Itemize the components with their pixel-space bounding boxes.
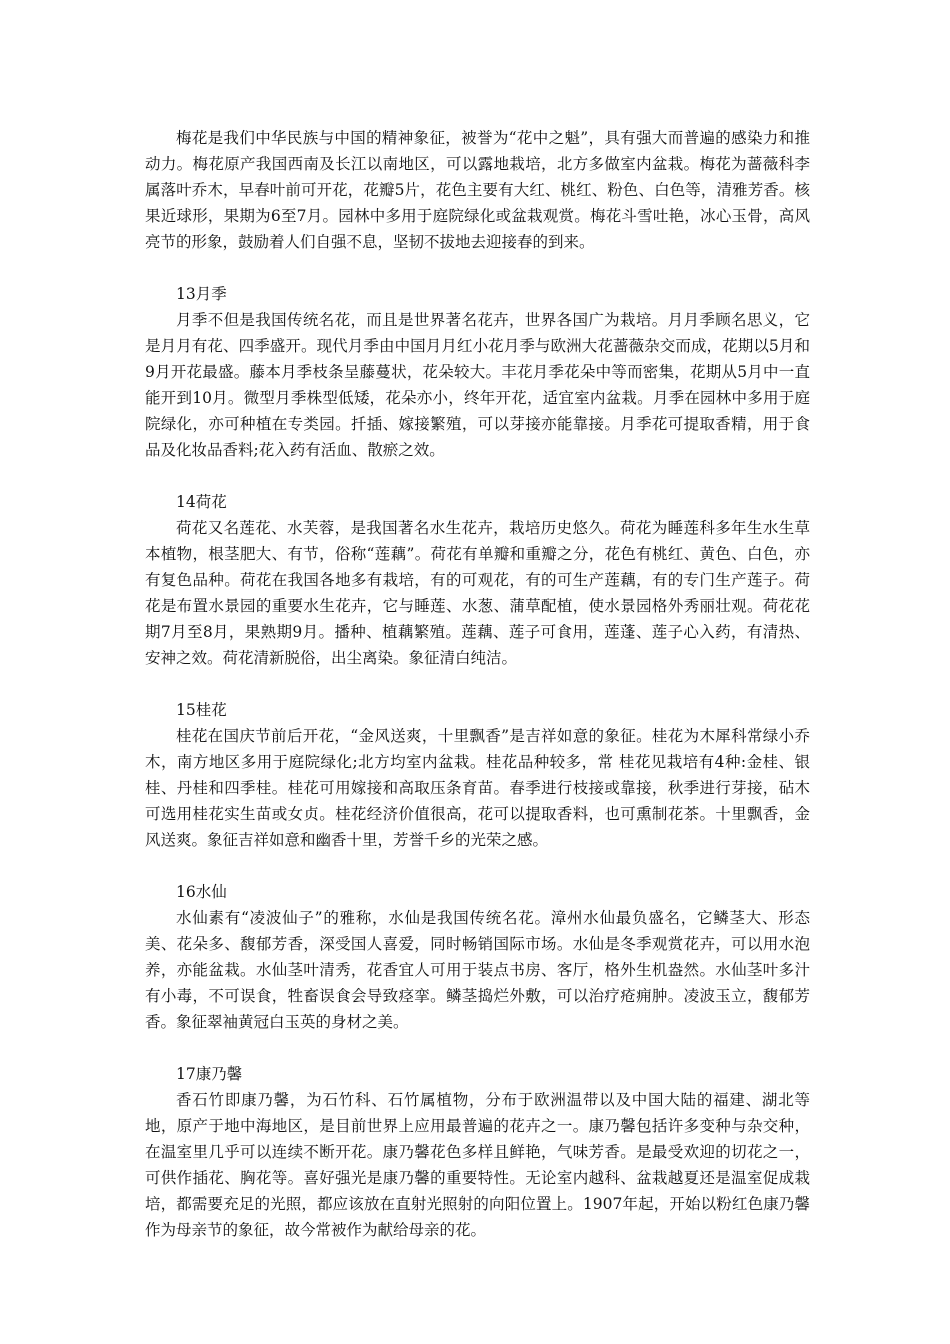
section-guihua: [145, 697, 810, 853]
section-heading: 13月季: [176, 285, 227, 303]
section-yueji: [145, 281, 810, 463]
document-page: [145, 125, 810, 1243]
section-heading: 14荷花: [176, 493, 227, 511]
section-heading: 15桂花: [176, 701, 227, 719]
section-body: 月季不但是我国传统名花，而且是世界著名花卉，世界各国广为栽培。月月季顾名思义，它是月月有花、四季盛开。现代月季由中国月月红小花月季与欧洲大花蔷薇杂交而成，花期以5月和9月开花最盛。藤本月季枝条呈藤蔓状，花朵较大。丰花月季花朵中等而密集，花期从5月中一直能开到10月。微型月季株型低矮，花朵亦小，终年开花，适宜室内盆栽。月季在园林中多用于庭院绿化，亦可种植在专类园。扦插、嫁接繁殖，可以芽接亦能靠接。月季花可提取香精，用于食品及化妆品香料;花入药有活血、散瘀之效。: [145, 311, 810, 459]
section-shuixian: [145, 879, 810, 1035]
intro-paragraph: 梅花是我们中华民族与中国的精神象征，被誉为“花中之魁”，具有强大而普遍的感染力和推动力。梅花原产我国西南及长江以南地区，可以露地栽培，北方多做室内盆栽。梅花为蔷薇科李属落叶乔木，早春叶前可开花，花瓣5片，花色主要有大红、桃红、粉色、白色等，清雅芳香。核果近球形，果期为6至7月。园林中多用于庭院绿化或盆栽观赏。梅花斗雪吐艳，冰心玉骨，高风亮节的形象，鼓励着人们自强不息，坚韧不拔地去迎接春的到来。: [145, 129, 810, 251]
section-heading: 16水仙: [176, 883, 227, 901]
section-hehua: [145, 489, 810, 671]
section-heading: 17康乃馨: [176, 1065, 243, 1083]
section-body: 香石竹即康乃馨，为石竹科、石竹属植物，分布于欧洲温带以及中国大陆的福建、湖北等地，原产于地中海地区，是目前世界上应用最普遍的花卉之一。康乃馨包括许多变种与杂交种，在温室里几乎可以连续不断开花。康乃馨花色多样且鲜艳，气味芳香。是最受欢迎的切花之一，可供作插花、胸花等。喜好强光是康乃馨的重要特性。无论室内越科、盆栽越夏还是温室促成栽培，都需要充足的光照，都应该放在直射光照射的向阳位置上。1907年起，开始以粉红色康乃馨作为母亲节的象征，故今常被作为献给母亲的花。: [145, 1091, 810, 1239]
section-body: 桂花在国庆节前后开花，“金风送爽，十里飘香”是吉祥如意的象征。桂花为木犀科常绿小乔木，南方地区多用于庭院绿化;北方均室内盆栽。桂花品种较多，常 桂花见栽培有4种:金桂、银桂、丹桂和四季桂。桂花可用嫁接和高取压条育苗。春季进行枝接或靠接，秋季进行芽接，砧木可选用桂花实生苗或女贞。桂花经济价值很高，花可以提取香料，也可熏制花茶。十里飘香，金风送爽。象征吉祥如意和幽香十里，芳誉千乡的光荣之感。: [145, 727, 810, 849]
section-body: 水仙素有“凌波仙子”的雅称，水仙是我国传统名花。漳州水仙最负盛名，它鳞茎大、形态美、花朵多、馥郁芳香，深受国人喜爱，同时畅销国际市场。水仙是冬季观赏花卉，可以用水泡养，亦能盆栽。水仙茎叶清秀，花香宜人可用于装点书房、客厅，格外生机盎然。水仙茎叶多汁有小毒，不可误食，牲畜误食会导致痉挛。鳞茎捣烂外敷，可以治疗疮痈肿。凌波玉立，馥郁芳香。象征翠袖黄冠白玉英的身材之美。: [145, 909, 810, 1031]
section-kangnaixin: [145, 1061, 810, 1243]
section-body: 荷花又名莲花、水芙蓉，是我国著名水生花卉，栽培历史悠久。荷花为睡莲科多年生水生草本植物，根茎肥大、有节，俗称“莲藕”。荷花有单瓣和重瓣之分，花色有桃红、黄色、白色，亦有复色品种。荷花在我国各地多有栽培，有的可观花，有的可生产莲藕，有的专门生产莲子。荷花是布置水景园的重要水生花卉，它与睡莲、水葱、蒲草配植，使水景园格外秀丽壮观。荷花花期7月至8月，果熟期9月。播种、植藕繁殖。莲藕、莲子可食用，莲蓬、莲子心入药，有清热、安神之效。荷花清新脱俗，出尘离染。象征清白纯洁。: [145, 519, 810, 667]
